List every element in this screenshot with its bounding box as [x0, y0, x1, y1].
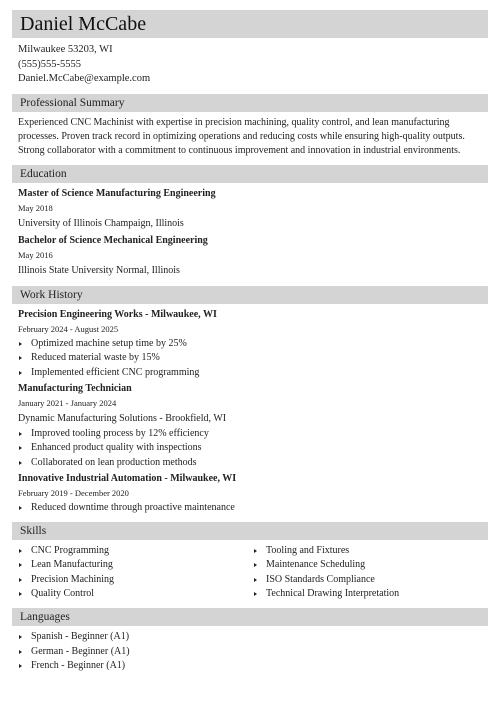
bullet-icon [19, 461, 22, 465]
job-entry [18, 382, 488, 470]
bullet-icon [19, 592, 22, 596]
list-item: Spanish - Beginner (A1) [18, 630, 488, 644]
list-item: Precision Machining [18, 573, 253, 587]
school-name: Illinois State University Normal, Illinois [18, 265, 180, 277]
job-dates: January 2021 - January 2024 [18, 398, 117, 408]
list-item: French - Beginner (A1) [18, 659, 488, 673]
name-header [12, 10, 488, 38]
section-languages [12, 626, 488, 673]
bullet-icon [19, 371, 22, 375]
bullet-icon [254, 578, 257, 582]
section-summary [12, 112, 488, 159]
section-header-languages [12, 608, 488, 626]
section-title: Professional Summary [20, 96, 125, 109]
list-item: Quality Control [18, 587, 253, 601]
section-skills [12, 540, 488, 601]
degree-title: Bachelor of Science Mechanical Engineering [18, 235, 208, 247]
job-dates: February 2019 - December 2020 [18, 487, 129, 498]
contact-info [12, 38, 488, 87]
bullet-icon [19, 506, 22, 510]
list-item: Lean Manufacturing [18, 558, 253, 572]
bullet-icon [19, 578, 22, 582]
list-item: Maintenance Scheduling [253, 558, 488, 572]
bullet-icon [19, 432, 22, 436]
section-title: Education [20, 168, 67, 181]
degree-title: Master of Science Manufacturing Engineering [18, 188, 216, 200]
contact-phone: (555)555-5555 [18, 58, 81, 70]
candidate-name: Daniel McCabe [20, 13, 147, 35]
bullet-icon [19, 356, 22, 360]
bullet-icon [19, 635, 22, 639]
contact-address: Milwaukee 53203, WI [18, 44, 113, 55]
bullet-icon [254, 549, 257, 553]
job-bullets [18, 501, 488, 515]
contact-email[interactable]: Daniel.McCabe@example.com [18, 73, 151, 84]
skills-column-left [18, 544, 253, 601]
list-item: CNC Programming [18, 544, 253, 558]
job-title: Innovative Industrial Automation - Milwaukee, WI [18, 472, 237, 484]
list-item: Tooling and Fixtures [253, 544, 488, 558]
section-title: Work History [20, 289, 83, 302]
job-title: Precision Engineering Works - Milwaukee, WI [18, 309, 217, 321]
education-entry [18, 234, 488, 279]
summary-text: Experienced CNC Machinist with expertise in precision machining, quality control, and lean manufacturing processes. Proven track record in optimizing operations and reducing costs while ensuring high-quality outputs. Strong collaborator with a commitment to continuous improvement and innovation in industrial environments. [18, 116, 465, 156]
section-header-education [12, 165, 488, 183]
section-education [12, 183, 488, 279]
bullet-icon [19, 446, 22, 450]
bullet-icon [19, 650, 22, 654]
job-bullets [18, 427, 488, 470]
bullet-icon [254, 592, 257, 596]
job-bullets [18, 337, 488, 380]
bullet-icon [19, 549, 22, 553]
list-item: Optimized machine setup time by 25% [18, 337, 488, 351]
job-dates: February 2024 - August 2025 [18, 324, 119, 335]
education-entry [18, 187, 488, 232]
section-header-skills [12, 522, 488, 540]
list-item: Reduced downtime through proactive maintenance [18, 501, 488, 515]
section-work [12, 304, 488, 515]
job-entry [18, 472, 488, 515]
skills-column-right [253, 544, 488, 601]
list-item: Collaborated on lean production methods [18, 456, 488, 470]
list-item: ISO Standards Compliance [253, 573, 488, 587]
job-title: Manufacturing Technician [18, 383, 132, 394]
bullet-icon [19, 342, 22, 346]
list-item: Enhanced product quality with inspections [18, 441, 488, 455]
list-item: Improved tooling process by 12% efficiency [18, 427, 488, 441]
section-title: Skills [20, 525, 47, 538]
bullet-icon [19, 664, 22, 668]
list-item: Technical Drawing Interpretation [253, 587, 488, 601]
graduation-date: May 2018 [18, 203, 53, 214]
graduation-date: May 2016 [18, 250, 53, 261]
list-item: Implemented efficient CNC programming [18, 366, 488, 380]
section-header-summary [12, 94, 488, 112]
section-header-work [12, 286, 488, 304]
list-item: German - Beginner (A1) [18, 645, 488, 659]
list-item: Reduced material waste by 15% [18, 351, 488, 365]
section-title: Languages [20, 611, 70, 624]
school-name: University of Illinois Champaign, Illinois [18, 218, 184, 230]
bullet-icon [254, 563, 257, 567]
company-name: Dynamic Manufacturing Solutions - Brookfield, WI [18, 413, 227, 424]
job-entry [18, 308, 488, 380]
bullet-icon [19, 563, 22, 567]
languages-list [18, 630, 488, 673]
